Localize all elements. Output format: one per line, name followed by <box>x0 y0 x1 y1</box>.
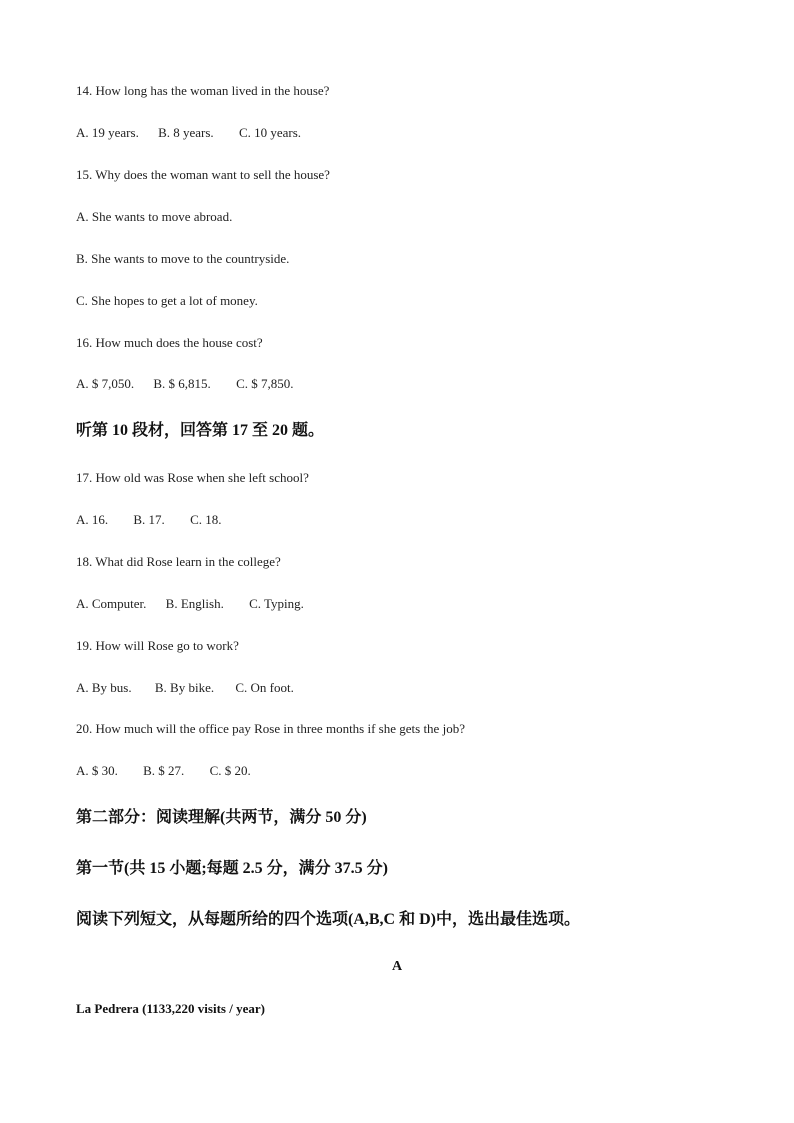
option-b: B. English. <box>165 596 224 611</box>
option-c: C. $ 7,850. <box>236 376 294 391</box>
question-20-stem: 20. How much will the office pay Rose in three months if she gets the job? <box>76 721 465 736</box>
question-14-options <box>76 125 301 141</box>
question-18-options <box>76 596 304 612</box>
option-a: A. $ 30. <box>76 763 118 778</box>
passage-letter: A <box>391 959 403 974</box>
question-19-options <box>76 680 294 696</box>
reading-instruction: 阅读下列短文，从每题所给的四个选项(A,B,C 和 D)中，选出最佳选项。 <box>76 911 580 928</box>
part-2-heading: 第二部分：阅读理解(共两节，满分 50 分) <box>76 809 367 826</box>
option-c: C. 10 years. <box>238 125 302 140</box>
question-15-stem: 15. Why does the woman want to sell the house? <box>76 167 330 182</box>
option-c: C. Typing. <box>249 596 304 611</box>
question-15-option-c: C. She hopes to get a lot of money. <box>76 293 258 308</box>
question-17-stem: 17. How old was Rose when she left school? <box>76 470 309 485</box>
question-17-options <box>76 512 221 528</box>
option-b: B. $ 6,815. <box>153 376 211 391</box>
passage-title: La Pedrera (1133,220 visits / year) <box>76 1001 265 1016</box>
section-heading-listening-10: 听第 10 段材，回答第 17 至 20 题。 <box>76 422 325 439</box>
option-b: B. 8 years. <box>158 125 214 140</box>
option-a: A. 19 years. <box>76 125 139 140</box>
option-a: A. By bus. <box>76 680 132 695</box>
option-c: C. On foot. <box>235 680 294 695</box>
option-a: A. Computer. <box>76 596 147 611</box>
question-18-stem: 18. What did Rose learn in the college? <box>76 554 281 569</box>
option-c: C. $ 20. <box>209 763 251 778</box>
question-15-option-b: B. She wants to move to the countryside. <box>76 251 290 266</box>
question-15-option-a: A. She wants to move abroad. <box>76 209 233 224</box>
option-a: A. 16. <box>76 512 109 527</box>
option-c: C. 18. <box>190 512 222 527</box>
option-a: A. $ 7,050. <box>76 376 135 391</box>
question-16-stem: 16. How much does the house cost? <box>76 335 263 350</box>
question-19-stem: 19. How will Rose go to work? <box>76 638 239 653</box>
option-b: B. $ 27. <box>143 763 185 778</box>
question-20-options <box>76 763 251 779</box>
option-b: B. By bike. <box>154 680 215 695</box>
section-1-heading: 第一节(共 15 小题;每题 2.5 分，满分 37.5 分) <box>76 860 388 877</box>
question-16-options <box>76 376 293 392</box>
option-b: B. 17. <box>133 512 165 527</box>
question-14-stem: 14. How long has the woman lived in the house? <box>76 83 330 98</box>
